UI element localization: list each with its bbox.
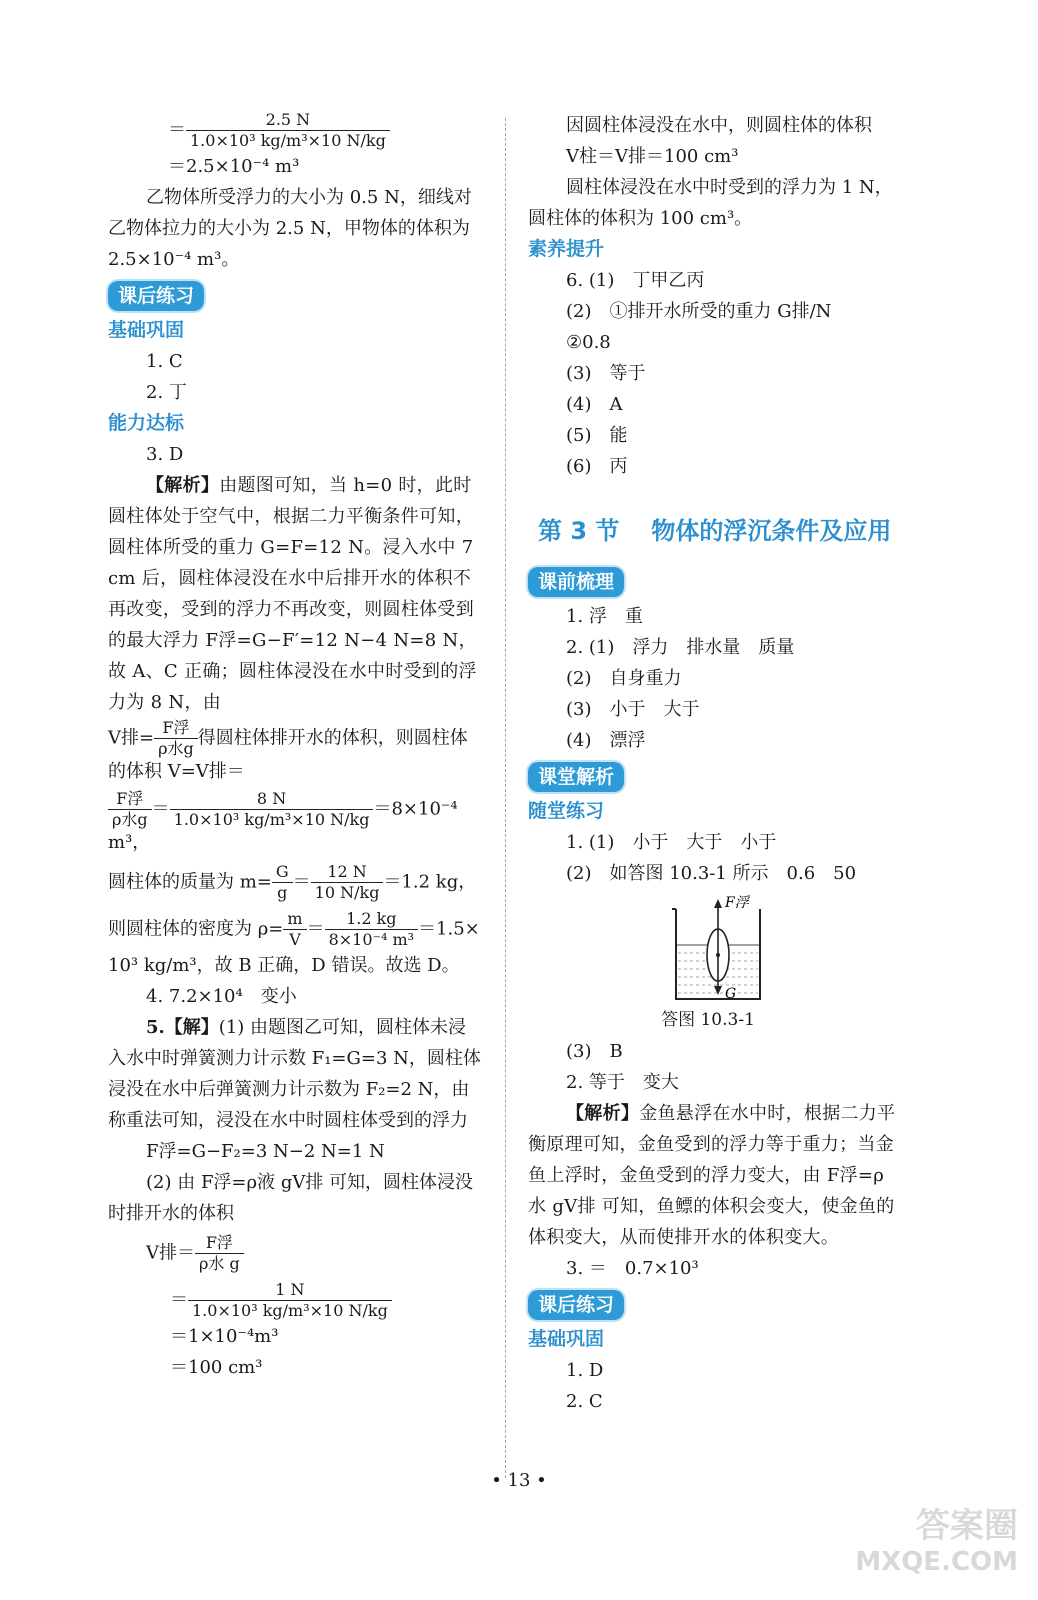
practice-1-2: (2) 如答图 10.3-1 所示 0.6 50 (566, 863, 857, 884)
answer-6-1: 6. (1) 丁甲乙丙 (566, 270, 705, 291)
text-r3: 圆柱体浸没在水中时受到的浮力为 1 N，圆柱体的体积为 100 cm³。 (528, 177, 893, 229)
section-number: 第 3 节 (538, 517, 620, 545)
heading-basic: 基础巩固 (108, 319, 185, 341)
watermark-line1: 答案圈 (916, 1506, 1018, 1546)
answer-6-2b: ②0.8 (566, 332, 611, 353)
fraction-numerator: 8 N (170, 789, 374, 810)
fraction-numerator: F浮 (108, 789, 152, 810)
analysis-text: 由题图可知，当 h=0 时，此时圆柱体处于空气中，根据二力平衡条件可知，圆柱体所受的重力 G=F=12 N。浸入水中 7 cm 后，圆柱体浸没在水中后排开水的体积不再改变，受到的浮力不再改变，则圆柱体受到的最大浮力 F浮=G−F′=12 N−4 N=8 N，故 A、C 正确；圆柱体浸没在水中时受到的浮力为 8 N，由 (108, 475, 477, 713)
solution-eq-vpai-4: ＝100 cm³ (170, 1357, 263, 1378)
fraction-denominator: 1.0×10³ kg/m³×10 N/kg (173, 810, 370, 829)
fraction-numerator: 2.5 N (186, 110, 390, 131)
formula-result: ＝2.5×10⁻⁴ m³ (168, 156, 300, 177)
practice-3: 3. ＝ 0.7×10³ (566, 1258, 699, 1279)
answer-1: 1. C (146, 351, 183, 372)
analysis-formula-volume: $\frac{\text{F浮}}{\text{ρ水g}}$ ＝ $\frac{8 N}{\text{1.0×10³ kg/m³×10 N/kg}}$ ＝8×10⁻⁴ m³， (108, 789, 458, 853)
answer-5 (108, 1012, 483, 1136)
fraction-denominator: ρ水g (112, 810, 148, 829)
solution-eq-vpai-2: ＝ $\frac{1 N}{\text{1.0×10³ kg/m³×10 N/kg}}$ (108, 1280, 483, 1321)
solution-eq-1: F浮=G−F₂=3 N−2 N=1 N (146, 1141, 385, 1162)
analysis-3 (108, 470, 483, 718)
answer-6-5: (5) 能 (566, 425, 628, 446)
solution-text-1: (1) 由题图乙可知，圆柱体未浸入水中时弹簧测力计示数 F₁=G=3 N，圆柱体浸没在水中后弹簧测力计示数为 F₂=2 N，由称重法可知，浸没在水中时圆柱体受到的浮力 (108, 1017, 481, 1131)
section-name: 物体的浮沉条件及应用 (651, 517, 892, 545)
heading-practice: 随堂练习 (528, 800, 605, 822)
section-title (538, 516, 900, 547)
gravity-arrowhead (714, 986, 722, 995)
formula-suffix: ＝8×10⁻⁴ m³， (108, 798, 458, 853)
heading-improve: 素养提升 (528, 238, 605, 260)
heading-basic: 基础巩固 (528, 1328, 605, 1350)
answer-6-6: (6) 丙 (566, 456, 628, 477)
answer-4: 4. 7.2×10⁴ 变小 (146, 986, 297, 1007)
analysis-text: 金鱼悬浮在水中时，根据二力平衡原理可知，金鱼受到的浮力等于重力；当金鱼上浮时，金鱼受到的浮力变大，由 F浮=ρ水 gV排 可知，鱼鳔的体积会变大，使金鱼的体积变大，从而使排开水的体积变大。 (528, 1103, 896, 1248)
formula-prefix: V排= (108, 727, 155, 749)
beaker-force-diagram (668, 895, 768, 1005)
gravity-label: G (725, 986, 737, 1002)
preview-2: 2. (1) 浮力 排水量 质量 (566, 637, 795, 658)
buoyancy-arrowhead (714, 899, 722, 908)
formula-suffix: 得圆柱体排开水的体积，则圆柱体的体积 V=V排＝ (108, 727, 468, 782)
heading-ability: 能力达标 (108, 412, 185, 434)
answer-3: 3. D (146, 444, 184, 465)
figure-caption: 答图 10.3-1 (661, 1010, 755, 1030)
solution-text-2: (2) 由 F浮=ρ液 gV排 可知，圆柱体浸没时排开水的体积 (108, 1172, 474, 1224)
section-pill-preview: 课前梳理 (528, 567, 624, 597)
formula-prefix: 圆柱体的质量为 m= (108, 871, 272, 893)
fraction-numerator: 1 N (188, 1280, 392, 1301)
fraction-numerator: G (272, 862, 293, 883)
solution-label: 5.【解】 (146, 1017, 219, 1038)
formula-volume-jia: ＝ $\frac{2.5 N}{\text{1.0×10³ kg/m³×10 N/kg}}$ (108, 110, 483, 151)
practice-2: 2. 等于 变大 (566, 1072, 679, 1093)
formula-prefix: 则圆柱体的密度为 ρ= (108, 918, 284, 940)
formula-prefix: V排＝ (146, 1242, 195, 1264)
preview-1: 1. 浮 重 (566, 606, 643, 627)
fraction-denominator: 1.0×10³ kg/m³×10 N/kg (190, 131, 386, 150)
fraction-numerator: m (283, 909, 306, 930)
answer-6-4: (4) A (566, 394, 623, 415)
fraction-numerator: 12 N (311, 862, 384, 883)
fraction-numerator: 1.2 kg (325, 909, 418, 930)
homework-2: 2. C (566, 1391, 603, 1412)
preview-2-2: (2) 自身重力 (566, 668, 682, 689)
answer-6-3: (3) 等于 (566, 363, 646, 384)
fraction-denominator: ρ水 g (199, 1254, 240, 1273)
formula-suffix: ＝1.2 kg， (383, 871, 477, 893)
conclusion-text: 乙物体所受浮力的大小为 0.5 N，细线对乙物体拉力的大小为 2.5 N，甲物体的体积为 2.5×10⁻⁴ m³。 (108, 187, 472, 270)
fraction-denominator: V (289, 930, 301, 949)
column-divider (505, 118, 506, 1478)
practice-1-3: (3) B (566, 1041, 623, 1062)
answer-2: 2. 丁 (146, 382, 187, 403)
section-pill-class: 课堂解析 (528, 762, 624, 792)
homework-1: 1. D (566, 1360, 604, 1381)
fraction-numerator: F浮 (154, 718, 198, 739)
solution-eq-vpai-3: ＝1×10⁻⁴m³ (170, 1326, 279, 1347)
formula-suffix: ＝1.5× (418, 918, 480, 940)
right-column (528, 110, 900, 1417)
analysis-formula-mass: 圆柱体的质量为 m= $\frac{G}{g}$ ＝ $\frac{12 N}{10 N/kg}$ ＝1.2 kg， (108, 862, 477, 902)
watermark-line2: MXQE.COM (855, 1547, 1018, 1577)
analysis-2 (528, 1098, 900, 1253)
section-pill-homework: 课后练习 (528, 1290, 624, 1320)
analysis-label: 【解析】 (566, 1103, 640, 1124)
fraction-denominator: g (277, 883, 288, 902)
center-point (716, 953, 720, 957)
fraction-denominator: 10 N/kg (314, 883, 380, 902)
watermark-logo (855, 1508, 1018, 1580)
fraction-denominator: 1.0×10³ kg/m³×10 N/kg (192, 1301, 388, 1320)
analysis-formula-density: 则圆柱体的密度为 ρ= $\frac{m}{V}$ ＝ $\frac{1.2 kg}{\text{8×10⁻⁴ m³}}$ ＝1.5× (108, 909, 480, 949)
preview-2-4: (4) 漂浮 (566, 730, 646, 751)
left-column (108, 110, 483, 1383)
analysis-end: 10³ kg/m³，故 B 正确，D 错误。故选 D。 (108, 955, 460, 976)
analysis-label: 【解析】 (146, 475, 220, 496)
text-r1: 因圆柱体浸没在水中，则圆柱体的体积 (566, 115, 872, 136)
text-r2: V柱＝V排＝100 cm³ (566, 146, 739, 167)
buoyancy-label: F浮 (725, 895, 749, 911)
practice-1-1: 1. (1) 小于 大于 小于 (566, 832, 777, 853)
fraction-denominator: ρ水g (158, 739, 194, 758)
section-pill-homework: 课后练习 (108, 281, 204, 311)
answer-6-2: (2) ①排开水所受的重力 G排/N (566, 301, 832, 322)
fraction-numerator: F浮 (195, 1233, 244, 1254)
fraction-denominator: 8×10⁻⁴ m³ (328, 930, 415, 949)
page-number: • 13 • (491, 1470, 547, 1491)
solution-eq-vpai (108, 1233, 483, 1274)
preview-2-3: (3) 小于 大于 (566, 699, 700, 720)
analysis-formula-vpai (108, 718, 483, 785)
